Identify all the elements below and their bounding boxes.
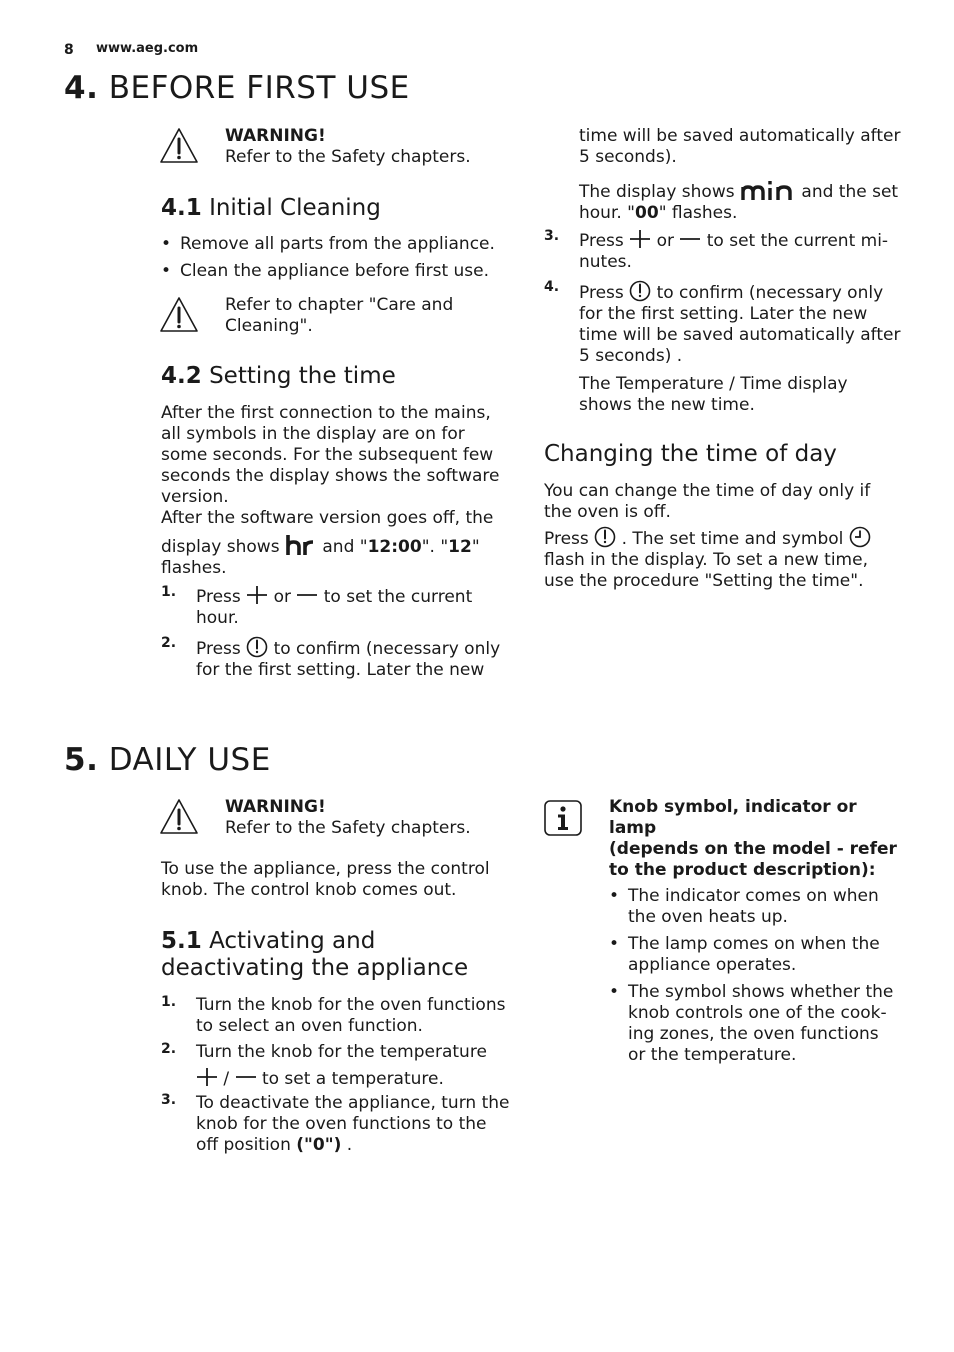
step-2-continued: time will be saved automatically after 5 seconds). xyxy=(579,126,901,167)
section-number: 5.1 xyxy=(161,928,202,954)
step-2: 2. Turn the knob for the temperature / to set a temperature. xyxy=(161,1041,487,1089)
step-4: 4. Press to confirm (necessary only for the first setting. Later the new time will be saved automatically after 5 seconds) . The Temperature / Time display shows the new time. xyxy=(544,279,901,415)
section-title: Initial Cleaning xyxy=(209,195,381,221)
warning-icon xyxy=(159,798,199,836)
list-item: • Remove all parts from the appliance. xyxy=(161,234,495,254)
info-note: Knob symbol, indicator or lamp (depends on the model - refer to the product description): • The indicator comes on when the oven heats up. • The lamp comes on when the appliance operates. • The symbol shows whether the knob controls one of the cook- ing zones, the oven functions or the temperature. xyxy=(609,797,909,1066)
list-item: • Clean the appliance before first use. xyxy=(161,261,490,281)
warning-text: Refer to the Safety chapters. xyxy=(225,818,471,838)
chapter-5-heading xyxy=(64,742,271,778)
step-2: 2. Press to confirm (necessary only for the first setting. Later the new xyxy=(161,635,501,680)
step-1: 1. Turn the knob for the oven functions to select an oven function. xyxy=(161,994,506,1036)
warning-icon xyxy=(159,296,199,334)
clock-icon xyxy=(629,280,651,302)
warning-text: Refer to the Safety chapters. xyxy=(225,147,471,167)
plus-icon xyxy=(629,229,651,249)
changing-time-heading: Changing the time of day xyxy=(544,441,837,467)
warning-icon xyxy=(159,127,199,165)
time-of-day-icon xyxy=(849,526,871,548)
clock-icon xyxy=(246,636,268,658)
list-item: • The indicator comes on when the oven heats up. xyxy=(609,886,879,927)
warning-box xyxy=(225,126,471,168)
step-3: 3. To deactivate the appliance, turn the knob for the oven functions to the off position ("0") . xyxy=(161,1092,510,1155)
care-note: Refer to chapter "Care and Cleaning". xyxy=(225,295,454,336)
step-1: 1. Press or to set the current hour. xyxy=(161,584,473,628)
step-3: 3. Press or to set the current mi- nutes. xyxy=(544,228,889,272)
info-icon xyxy=(544,800,582,836)
section-5-1-heading: 5.1 Activating and deactivating the appliance xyxy=(161,928,469,981)
daily-use-intro: To use the appliance, press the control knob. The control knob comes out. xyxy=(161,859,490,900)
hr-symbol-icon xyxy=(285,533,317,557)
list-item: • The symbol shows whether the knob controls one of the cook- ing zones, the oven functions or the temperature. xyxy=(609,982,894,1065)
site-url[interactable]: www.aeg.com xyxy=(96,41,199,56)
section-title: Setting the time xyxy=(209,363,396,389)
minus-icon xyxy=(235,1067,257,1087)
minus-icon xyxy=(679,229,701,249)
plus-icon xyxy=(196,1067,218,1087)
page-number: 8 xyxy=(64,42,74,58)
section-number: 4.2 xyxy=(161,363,202,389)
section-4-1-heading xyxy=(161,195,381,222)
min-symbol-icon xyxy=(740,178,796,202)
chapter-title: DAILY USE xyxy=(108,742,271,778)
clock-icon xyxy=(594,526,616,548)
chapter-number: 4. xyxy=(64,70,99,106)
setting-time-intro: After the first connection to the mains, all symbols in the display are on for some seconds. For the subsequent few seconds the display shows the software version. After the software version goes off, the display shows and "12:00". "12" flashes. xyxy=(161,403,500,578)
display-shows-min: The display shows and the set hour. "00" flashes. xyxy=(579,178,909,224)
warning-box xyxy=(225,797,471,839)
section-4-2-heading xyxy=(161,363,396,390)
section-number: 4.1 xyxy=(161,195,202,221)
cleaning-bullets xyxy=(161,234,506,282)
plus-icon xyxy=(246,585,268,605)
list-item: • The lamp comes on when the appliance operates. xyxy=(609,934,880,975)
chapter-number: 5. xyxy=(64,742,99,778)
changing-time-text: You can change the time of day only if the oven is off. Press . The set time and symbol flash in the display. To set a new time, use the procedure "Setting the time". xyxy=(544,481,871,591)
chapter-4-heading xyxy=(64,70,410,106)
minus-icon xyxy=(296,585,318,605)
warning-title: WARNING! xyxy=(225,126,326,146)
chapter-title: BEFORE FIRST USE xyxy=(108,70,410,106)
warning-title: WARNING! xyxy=(225,797,326,817)
